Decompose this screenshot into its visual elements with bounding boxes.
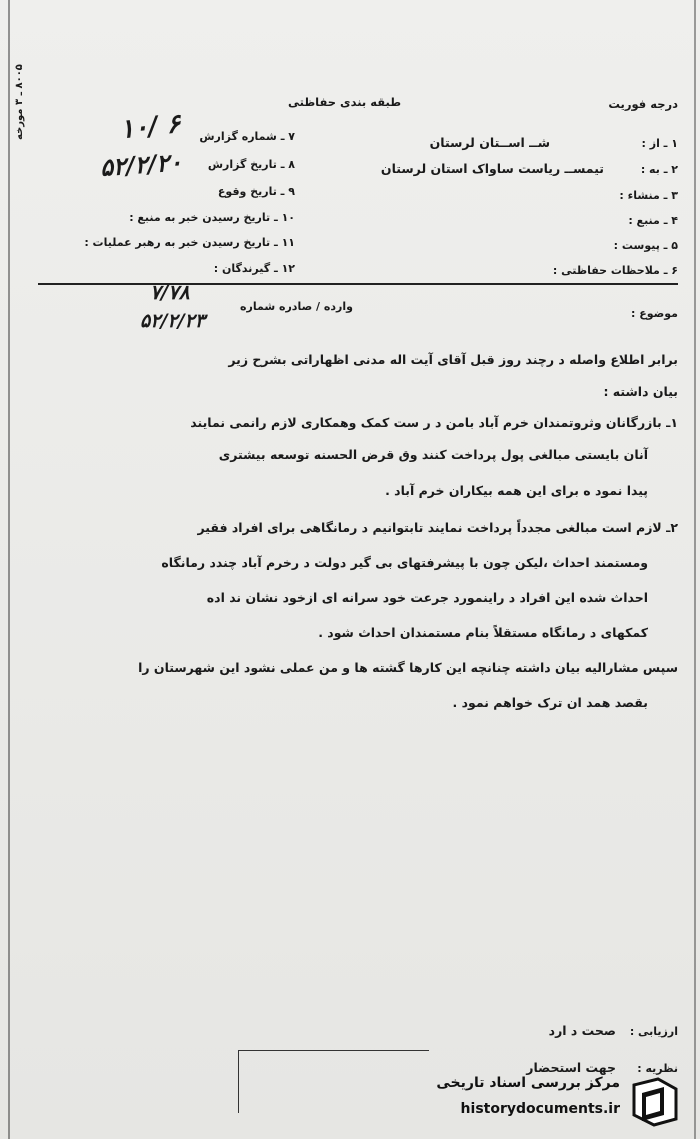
field-to-label: ۲ ـ به : bbox=[640, 163, 678, 176]
body-line: بقصد همد ان ترک خواهم نمود . bbox=[452, 695, 648, 710]
field-report-number-label: ۷ ـ شماره گزارش bbox=[199, 130, 295, 143]
watermark bbox=[406, 1071, 686, 1131]
body-line: ومستمند احداث ،لیکن چون با پیشرفتهای بی گیر دولت د رخرم آباد چندد رمانگاه bbox=[161, 555, 648, 570]
page-edge-right bbox=[694, 0, 696, 1139]
page-edge-left bbox=[8, 0, 10, 1139]
body-line: پیدا نمود ه برای این همه بیکاران خرم آباد . bbox=[385, 483, 648, 498]
watermark-title: مرکز بررسی اسناد تاریخی bbox=[436, 1075, 620, 1091]
body-line: سپس مشارالیه بیان داشته چنانچه این کارها گشته ها و من عملی نشود این شهرستان را bbox=[138, 660, 678, 675]
field-security-notes-label: ۶ ـ ملاحظات حفاظتی : bbox=[552, 264, 678, 277]
stamp-area bbox=[238, 1050, 429, 1113]
subject-label: موضوع : bbox=[631, 307, 678, 320]
field-ops-receipt-date-label: ۱۱ ـ تاریخ رسیدن خبر به رهبر عملیات : bbox=[84, 236, 295, 249]
field-source-label: ۴ ـ منبع : bbox=[628, 214, 678, 227]
body-line: ۱ـ بازرگانان وثروتمندان خرم آباد بامن د ر ست کمک وهمکاری لازم رانمی نمایند bbox=[190, 415, 678, 430]
field-occurrence-date-label: ۹ ـ تاریخ وقوع bbox=[217, 185, 295, 198]
archive-book-icon bbox=[628, 1075, 682, 1127]
opinion-value: جهت استحضار bbox=[526, 1060, 616, 1075]
field-from-value: شــ اســتان لرستان bbox=[429, 135, 550, 150]
priority-label: درجه فوریت bbox=[608, 97, 678, 111]
body-line: آنان بایستی مبالغی پول پرداخت کنند وق قرض الحسنه توسعه بیشتری bbox=[218, 447, 648, 462]
classification-label: طبقه بندی حفاظتی bbox=[288, 95, 402, 109]
handwritten-ref-date: ۵۲/۲/۲۳ bbox=[140, 310, 205, 332]
incoming-outgoing-label: وارده / صادره شماره bbox=[240, 300, 353, 313]
header-separator bbox=[38, 283, 678, 285]
body-line: برابر اطلاع واصله د رچند روز قبل آقای آیت اله مدنی اظهاراتی بشرح زیر bbox=[228, 352, 678, 367]
opinion-label: نظریه : bbox=[637, 1062, 678, 1075]
margin-note: ۸۰۰۵ ـ ۳ مورخه bbox=[14, 64, 25, 140]
field-attachment-label: ۵ ـ پیوست : bbox=[613, 239, 678, 252]
field-source-receipt-date-label: ۱۰ ـ تاریخ رسیدن خبر به منبع : bbox=[129, 211, 295, 224]
body-line: بیان داشته : bbox=[603, 384, 678, 399]
watermark-url: historydocuments.ir bbox=[460, 1101, 620, 1117]
handwritten-report-date: ۵۲/۲/۲۰ bbox=[99, 147, 183, 182]
body-line: ۲ـ لازم است مبالغی مجدداً پرداخت نمایند تابتوانیم د رمانگاهی برای افراد فقیر bbox=[197, 520, 678, 535]
field-report-date-label: ۸ ـ تاریخ گزارش bbox=[207, 158, 295, 171]
field-to-value: تیمســ ریاست ساواک استان لرستان bbox=[380, 161, 604, 176]
evaluation-value: صحت د ارد bbox=[548, 1023, 616, 1038]
field-recipients-label: ۱۲ ـ گیرندگان : bbox=[213, 262, 295, 275]
body-line: کمکهای د رمانگاه مستقلاً بنام مستمندان احداث شود . bbox=[318, 625, 648, 640]
field-from-label: ۱ ـ از : bbox=[641, 137, 678, 150]
body-line: احداث شده این افراد د راینمورد جرعت خود سرانه ای ازخود نشان ند اده bbox=[206, 590, 648, 605]
evaluation-label: ارزیابی : bbox=[629, 1025, 678, 1038]
handwritten-report-number: ۱۰/ ۶ bbox=[118, 108, 182, 146]
handwritten-ref-number: ۷/۷۸ bbox=[150, 280, 190, 304]
field-origin-label: ۳ ـ منشاء : bbox=[619, 189, 678, 202]
